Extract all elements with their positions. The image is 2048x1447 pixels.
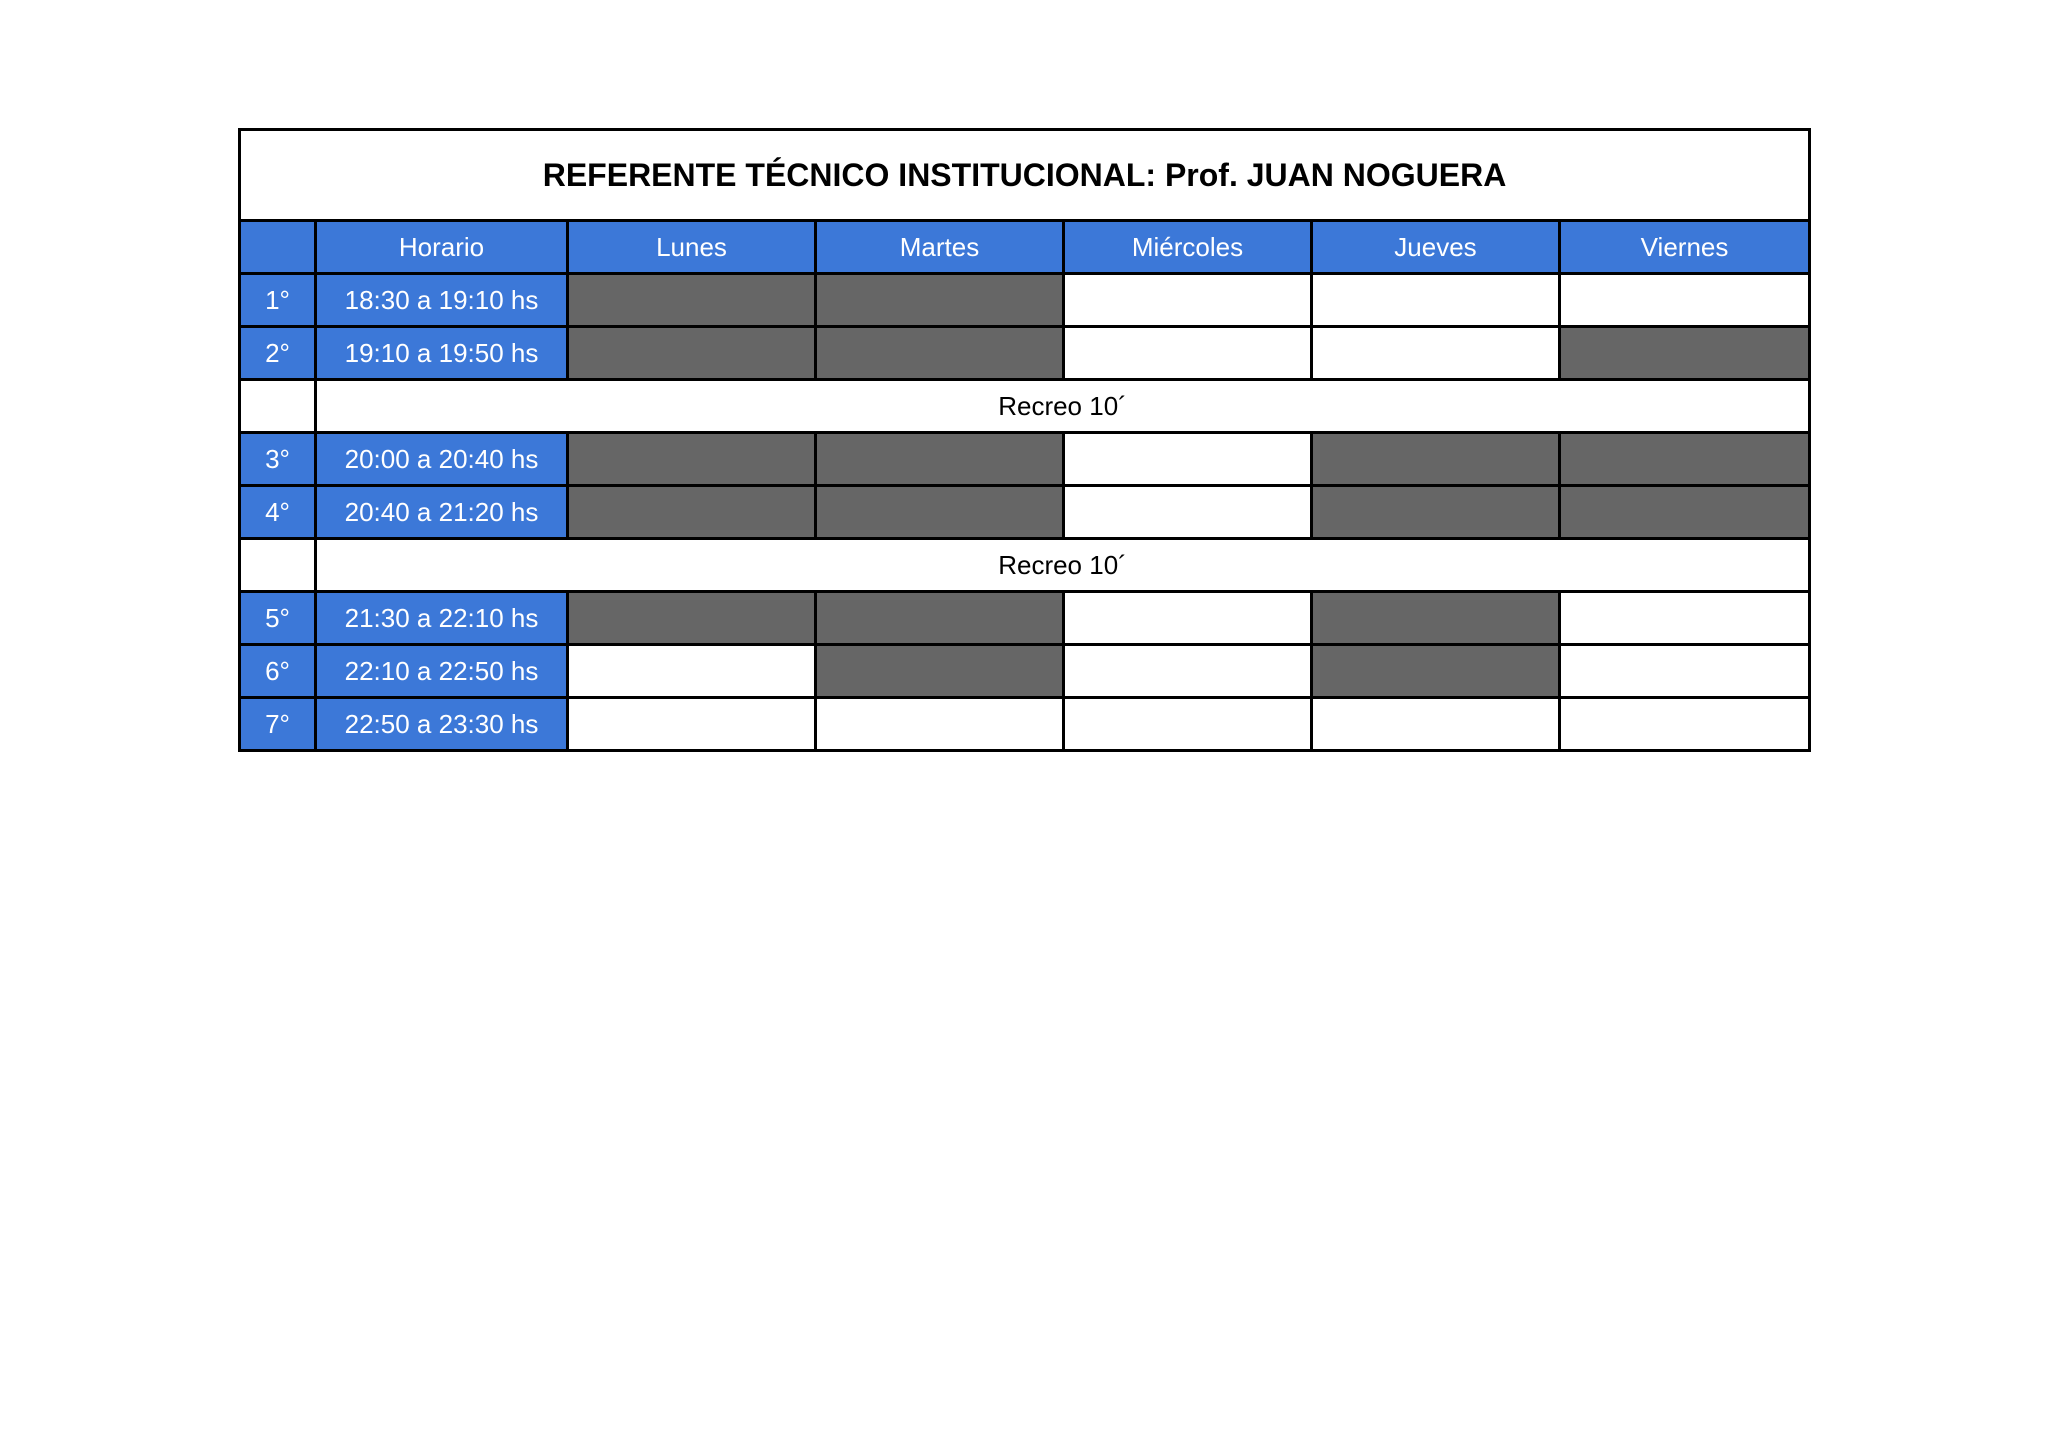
period-index: 6° (240, 645, 316, 698)
break-label: Recreo 10´ (316, 380, 1810, 433)
slot-martes-free (816, 698, 1064, 751)
period-index: 3° (240, 433, 316, 486)
slot-jueves-occupied (1312, 486, 1560, 539)
slot-miercoles-free (1064, 433, 1312, 486)
period-time: 20:40 a 21:20 hs (316, 486, 568, 539)
period-index: 1° (240, 274, 316, 327)
slot-viernes-occupied (1560, 486, 1810, 539)
slot-martes-occupied (816, 274, 1064, 327)
slot-viernes-occupied (1560, 327, 1810, 380)
slot-miercoles-free (1064, 274, 1312, 327)
header-index (240, 221, 316, 274)
period-time: 22:50 a 23:30 hs (316, 698, 568, 751)
break-row (240, 380, 1810, 433)
header-miercoles: Miércoles (1064, 221, 1312, 274)
slot-miercoles-free (1064, 327, 1312, 380)
period-time: 19:10 a 19:50 hs (316, 327, 568, 380)
header-row (240, 221, 1810, 274)
header-lunes: Lunes (568, 221, 816, 274)
period-time: 22:10 a 22:50 hs (316, 645, 568, 698)
break-index-cell (240, 539, 316, 592)
period-row (240, 698, 1810, 751)
slot-lunes-occupied (568, 592, 816, 645)
period-row (240, 592, 1810, 645)
slot-martes-occupied (816, 645, 1064, 698)
break-index-cell (240, 380, 316, 433)
table-title: REFERENTE TÉCNICO INSTITUCIONAL: Prof. JUAN NOGUERA (240, 130, 1810, 221)
slot-martes-occupied (816, 433, 1064, 486)
slot-martes-occupied (816, 486, 1064, 539)
slot-viernes-occupied (1560, 433, 1810, 486)
slot-viernes-free (1560, 274, 1810, 327)
break-row (240, 539, 1810, 592)
period-time: 21:30 a 22:10 hs (316, 592, 568, 645)
slot-jueves-free (1312, 274, 1560, 327)
period-index: 5° (240, 592, 316, 645)
slot-jueves-occupied (1312, 433, 1560, 486)
slot-jueves-occupied (1312, 645, 1560, 698)
period-row (240, 645, 1810, 698)
slot-miercoles-free (1064, 592, 1312, 645)
slot-lunes-occupied (568, 274, 816, 327)
slot-jueves-free (1312, 327, 1560, 380)
period-time: 18:30 a 19:10 hs (316, 274, 568, 327)
slot-lunes-occupied (568, 486, 816, 539)
header-horario: Horario (316, 221, 568, 274)
period-row (240, 327, 1810, 380)
period-index: 2° (240, 327, 316, 380)
schedule-table (238, 128, 1811, 752)
slot-lunes-occupied (568, 327, 816, 380)
slot-miercoles-free (1064, 486, 1312, 539)
slot-jueves-occupied (1312, 592, 1560, 645)
slot-viernes-free (1560, 645, 1810, 698)
period-row (240, 486, 1810, 539)
slot-martes-occupied (816, 327, 1064, 380)
period-row (240, 433, 1810, 486)
slot-jueves-free (1312, 698, 1560, 751)
slot-lunes-free (568, 645, 816, 698)
slot-viernes-free (1560, 592, 1810, 645)
period-index: 4° (240, 486, 316, 539)
title-row (240, 130, 1810, 221)
slot-martes-occupied (816, 592, 1064, 645)
header-martes: Martes (816, 221, 1064, 274)
slot-lunes-free (568, 698, 816, 751)
period-time: 20:00 a 20:40 hs (316, 433, 568, 486)
period-index: 7° (240, 698, 316, 751)
header-jueves: Jueves (1312, 221, 1560, 274)
break-label: Recreo 10´ (316, 539, 1810, 592)
slot-lunes-occupied (568, 433, 816, 486)
header-viernes: Viernes (1560, 221, 1810, 274)
period-row (240, 274, 1810, 327)
slot-viernes-free (1560, 698, 1810, 751)
slot-miercoles-free (1064, 698, 1312, 751)
slot-miercoles-free (1064, 645, 1312, 698)
